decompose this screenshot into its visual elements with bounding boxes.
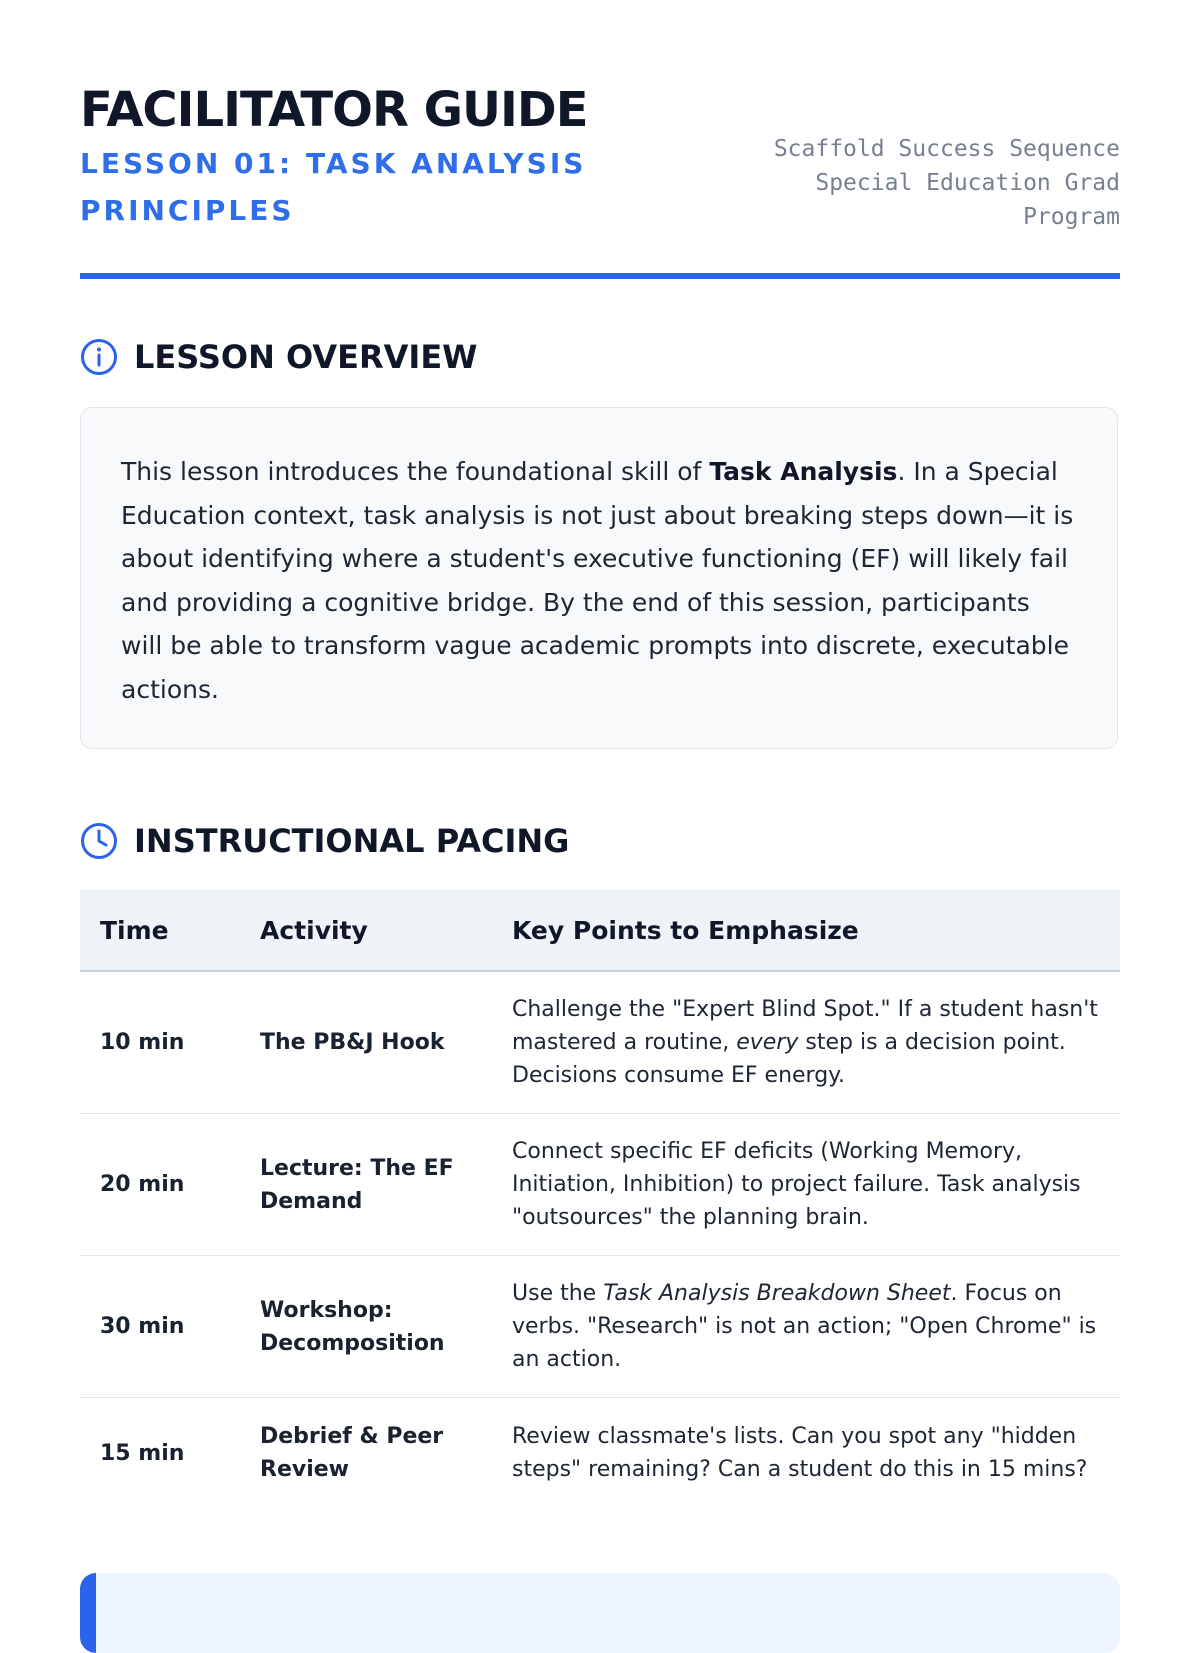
overview-text-part: This lesson introduces the foundational skill of xyxy=(121,457,710,486)
table-row xyxy=(80,1256,1120,1398)
header-divider xyxy=(80,273,1120,279)
activity-cell: Lecture: The EF Demand xyxy=(240,1114,492,1256)
program-line: Program xyxy=(1023,204,1120,230)
key-points-text: Use the xyxy=(512,1281,604,1306)
table-row xyxy=(80,971,1120,1114)
time-cell: 15 min xyxy=(100,1440,185,1466)
key-points-text: step is a decision point. Decisions consume EF energy. xyxy=(512,1030,1066,1088)
section-title: LESSON OVERVIEW xyxy=(134,338,478,376)
key-points-cell xyxy=(492,1256,1120,1398)
lesson-subtitle: LESSON 01: TASK ANALYSIS PRINCIPLES xyxy=(80,147,587,227)
overview-text-bold: Task Analysis xyxy=(709,457,898,486)
column-header-activity: Activity xyxy=(240,890,492,971)
page-title: FACILITATOR GUIDE xyxy=(80,82,588,138)
key-points-emphasis: Task Analysis Breakdown Sheet xyxy=(603,1281,951,1306)
column-header-time: Time xyxy=(80,890,240,971)
overview-text-part: . In a Special Education context, task analysis is not just about breaking steps down—it is about identifying where a student's executive functioning (EF) will likely fail and providing a cognitive bridge. By the end of this session, participants will be able to transform vague academic prompts into discrete, executable actions. xyxy=(121,457,1074,704)
key-points-cell xyxy=(492,1398,1120,1509)
column-header-key-points: Key Points to Emphasize xyxy=(492,890,1120,971)
time-cell: 10 min xyxy=(80,971,240,1114)
key-points-emphasis: every xyxy=(736,1030,799,1055)
time-cell: 20 min xyxy=(80,1114,240,1256)
header xyxy=(80,82,1120,282)
key-points-text: . Focus on verbs. "Research" is not an action; "Open Chrome" is an action. xyxy=(512,1281,1097,1372)
time-cell: 30 min xyxy=(80,1256,240,1398)
section-heading-pacing xyxy=(80,821,569,861)
program-line: Scaffold Success Sequence xyxy=(773,136,1120,162)
section-heading-overview xyxy=(80,337,477,377)
clock-icon xyxy=(80,822,118,860)
key-points-text: Challenge the "Expert Blind Spot." If a student hasn't mastered a routine, xyxy=(512,997,1098,1055)
table-header-row xyxy=(80,890,1120,971)
program-label xyxy=(740,132,1120,234)
overview-text xyxy=(121,450,1077,711)
pacing-table xyxy=(80,890,1120,1508)
key-points-text: Review classmate's lists. Can you spot any "hidden steps" remaining? Can a student do this in 15 mins? xyxy=(512,1424,1088,1482)
section-title: INSTRUCTIONAL PACING xyxy=(134,822,570,860)
table-row xyxy=(80,1114,1120,1256)
info-circle-icon xyxy=(80,338,118,376)
key-points-cell xyxy=(492,971,1120,1114)
key-points-text: Connect specific EF deficits (Working Memory, Initiation, Inhibition) to project failure. Task analysis "outsources" the planning brain. xyxy=(512,1139,1081,1230)
callout-box xyxy=(80,1573,1120,1653)
activity-cell: The PB&J Hook xyxy=(240,971,492,1114)
overview-box xyxy=(80,407,1118,749)
program-line: Special Education Grad xyxy=(815,170,1120,196)
activity-cell: Workshop: Decomposition xyxy=(240,1256,492,1398)
table-row xyxy=(80,1398,1120,1509)
activity-cell: Debrief & Peer Review xyxy=(260,1424,444,1482)
key-points-cell xyxy=(492,1114,1120,1256)
